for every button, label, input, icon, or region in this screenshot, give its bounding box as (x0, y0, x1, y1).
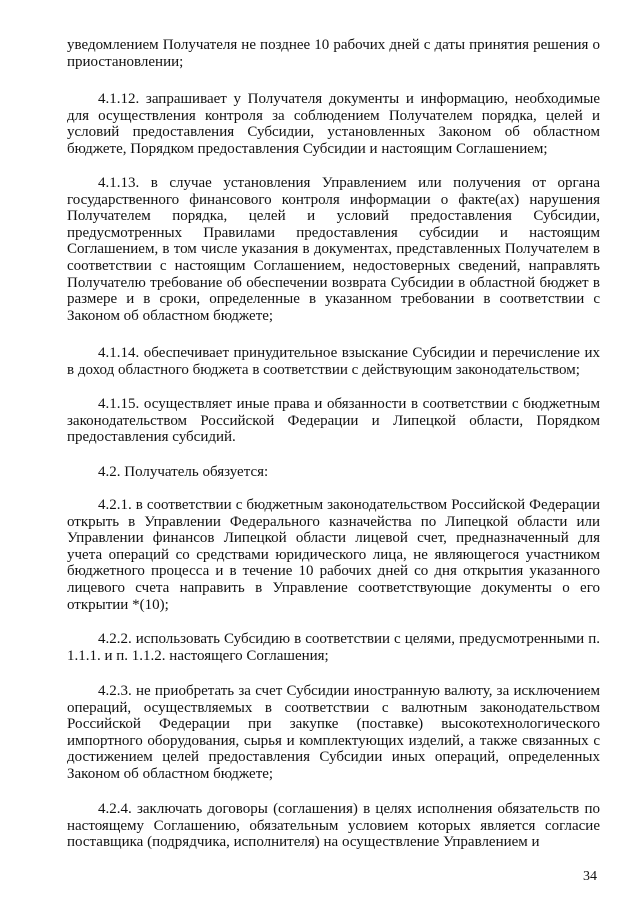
paragraph-4-2-3: 4.2.3. не приобретать за счет Субсидии иностранную валюту, за исключением операций, осуществляемых в соответствии с валютным законодательством Российской Федерации при закупке (поставке) высокотехнологического импортного оборудования, сырья и комплектующих изделий, а также связанных с достижением целей предоставления Субсидии иных операций, определенных Законом об областном бюджете; (67, 683, 600, 782)
paragraph-4-1-14: 4.1.14. обеспечивает принудительное взыскание Субсидии и перечисление их в доход областного бюджета в соответствии с действующим законодательством; (67, 345, 600, 378)
paragraph-4-1-13: 4.1.13. в случае установления Управлением или получения от органа государственного финансового контроля информации о факте(ах) нарушения Получателем порядка, целей и условий предоставления Субсидии, предусмотренных Правилами предоставления субсидии и настоящим Соглашением, в том числе указания в документах, представленных Получателем в соответствии с настоящим Соглашением, недостоверных сведений, направлять Получателю требование об обеспечении возврата Субсидии в областной бюджет в размере и в сроки, определенные в указанном требовании в соответствии с Законом об областном бюджете; (67, 175, 600, 324)
paragraph-intro: уведомлением Получателя не позднее 10 рабочих дней с даты принятия решения о приостановлении; (67, 37, 600, 70)
paragraph-4-1-15: 4.1.15. осуществляет иные права и обязанности в соответствии с бюджетным законодательством Российской Федерации и Липецкой области, Порядком предоставления субсидий. (67, 396, 600, 446)
paragraph-4-2-4: 4.2.4. заключать договоры (соглашения) в целях исполнения обязательств по настоящему Соглашению, обязательным условием которых является согласие поставщика (подрядчика, исполнителя) на осуществление Управлением и (67, 801, 600, 851)
paragraph-4-1-12: 4.1.12. запрашивает у Получателя документы и информацию, необходимые для осуществления контроля за соблюдением Получателем порядка, целей и условий предоставления Субсидии, установленных Законом об областном бюджете, Порядком предоставления Субсидии и настоящим Соглашением; (67, 91, 600, 157)
paragraph-4-2-1: 4.2.1. в соответствии с бюджетным законодательством Российской Федерации открыть в Управлении Федерального казначейства по Липецкой области или Управлении финансов Липецкой области лицевой счет, предназначенный для учета операций со средствами юридического лица, не являющегося участником бюджетного процесса и в течение 10 рабочих дней со дня открытия указанного лицевого счета направить в Управление соответствующие документы о его открытии *(10); (67, 497, 600, 613)
paragraph-4-2-2: 4.2.2. использовать Субсидию в соответствии с целями, предусмотренными п. 1.1.1. и п. 1.1.2. настоящего Соглашения; (67, 631, 600, 664)
page-number: 34 (583, 869, 597, 884)
paragraph-4-2: 4.2. Получатель обязуется: (98, 464, 269, 480)
